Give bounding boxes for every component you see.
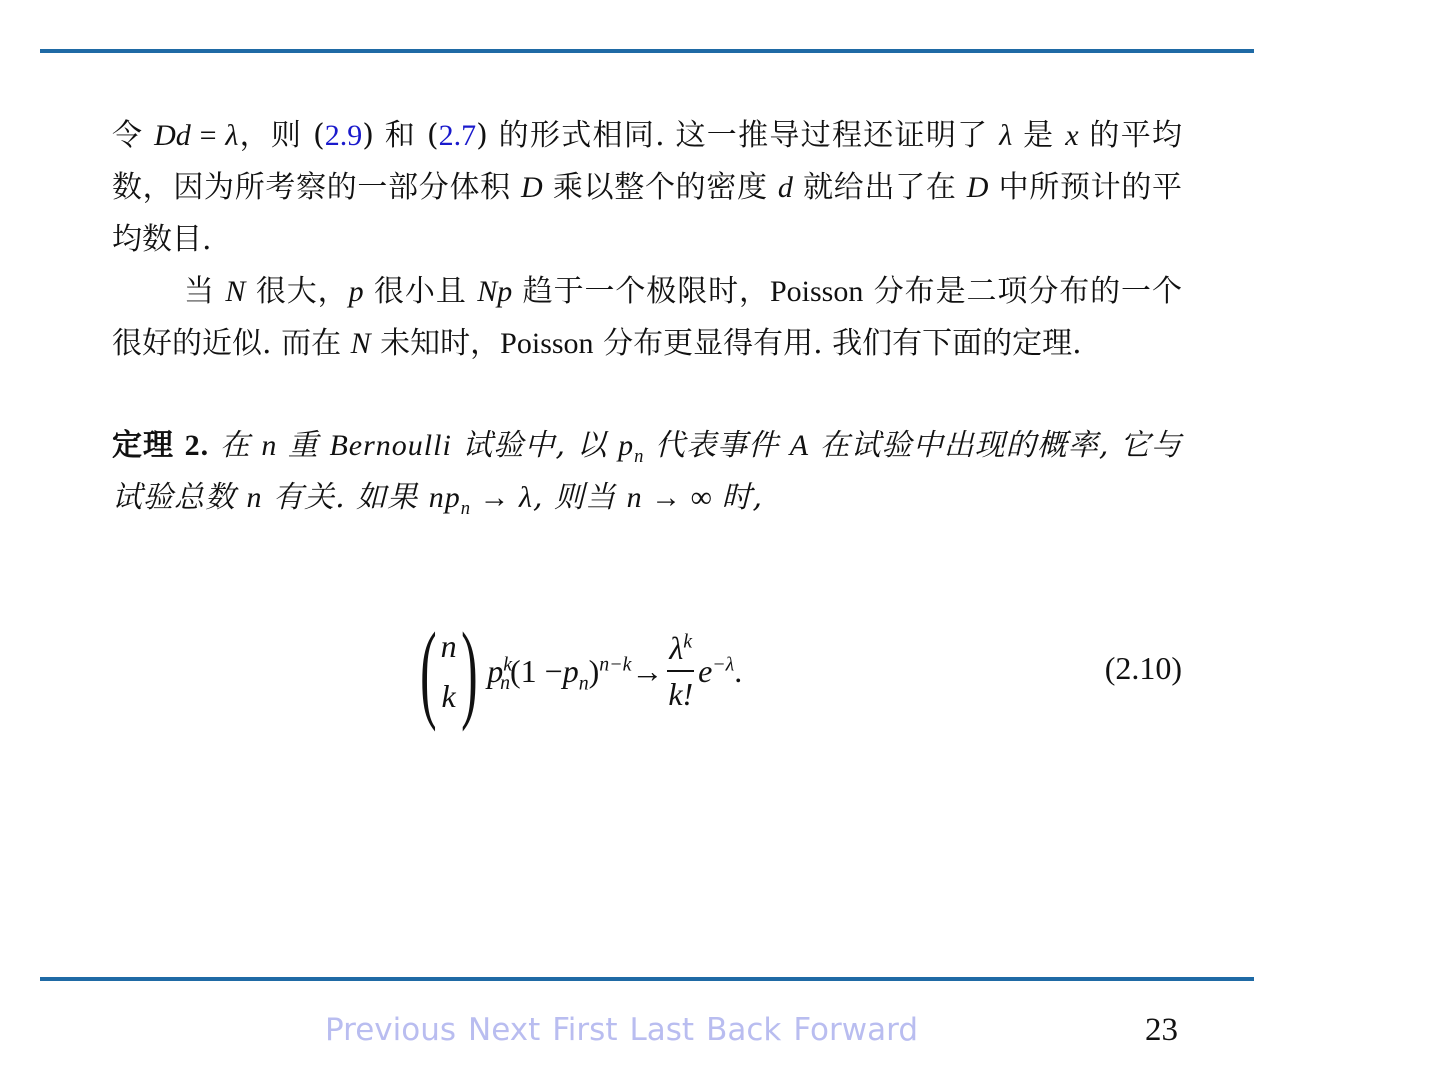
page-content xyxy=(112,110,1182,524)
text: 很大， xyxy=(245,274,349,309)
text: 重 xyxy=(277,428,330,463)
text: ) 和 ( xyxy=(362,118,439,153)
math-var: np xyxy=(428,481,461,514)
math-op: → xyxy=(631,652,664,689)
text: 时, xyxy=(721,480,764,515)
right-paren: ) xyxy=(460,610,478,732)
math-var: N xyxy=(225,275,246,308)
fraction xyxy=(667,628,694,714)
pn-term xyxy=(562,652,589,694)
text: Poisson xyxy=(769,275,864,308)
math-var: n xyxy=(261,429,278,462)
text: 在试验中出现的概率, 它与试验总数 xyxy=(112,428,1183,515)
paragraph-2 xyxy=(112,266,1182,370)
bottom-rule xyxy=(40,977,1254,981)
nav-back-link[interactable]: Back xyxy=(706,1012,782,1048)
text: 趋于一个极限时， xyxy=(512,274,770,309)
math-var: p xyxy=(562,652,579,689)
binomial xyxy=(441,621,457,721)
text: 未知时， xyxy=(370,326,501,361)
math-sub: n xyxy=(634,446,645,467)
theorem-label: 定理 xyxy=(112,428,175,463)
math-op: ) xyxy=(588,652,600,689)
navigation-bar xyxy=(325,1012,930,1048)
math-var: A xyxy=(789,429,810,462)
math-var: Np xyxy=(477,275,513,308)
math-var: n xyxy=(246,481,263,514)
text: 分布更显得有用. 我们有下面的定理. xyxy=(593,326,1082,361)
text: ，则 ( xyxy=(238,118,325,153)
nav-last-link[interactable]: Last xyxy=(629,1012,695,1048)
equation-2-10 xyxy=(112,612,1182,730)
binom-bottom: k xyxy=(441,678,456,714)
nav-forward-link[interactable]: Forward xyxy=(793,1012,918,1048)
text: 中所预计的平均数目. xyxy=(112,170,1182,257)
nav-previous-link[interactable]: Previous xyxy=(325,1012,457,1048)
text: 令 xyxy=(112,118,155,153)
math-sup: −λ xyxy=(712,652,735,675)
text: , 则当 xyxy=(533,480,627,515)
text: 就给出了在 xyxy=(792,170,967,205)
nav-next-link[interactable]: Next xyxy=(468,1012,541,1048)
p-term xyxy=(487,652,513,694)
math-var: p xyxy=(618,429,635,462)
binom-top: n xyxy=(440,628,457,664)
math-sub: n xyxy=(460,498,471,519)
theorem-block xyxy=(112,420,1182,524)
text: 很小且 xyxy=(363,274,478,309)
math-op: = xyxy=(190,119,226,152)
math-sub: n xyxy=(578,671,589,694)
math-sup: k xyxy=(683,630,693,653)
text: ) 的形式相同. 这一推导过程还证明了 xyxy=(476,118,1000,153)
math-var: λ xyxy=(225,119,239,152)
theorem-2 xyxy=(112,420,1182,524)
math-var: x xyxy=(1065,119,1079,152)
math-op: . xyxy=(734,652,743,689)
left-paren: ( xyxy=(420,610,437,732)
math-var: n xyxy=(626,481,643,514)
math-var: d xyxy=(777,171,793,204)
math-var: N xyxy=(350,327,371,360)
math-var: Bernoulli xyxy=(329,429,452,462)
frac-numerator xyxy=(667,628,694,672)
math-var: D xyxy=(521,171,543,204)
page-number: 23 xyxy=(1145,1012,1178,1048)
text: 的平均数，因为所考察的一部分体积 xyxy=(112,118,1182,205)
math-var: D xyxy=(966,171,989,204)
math-var: p xyxy=(487,652,504,689)
math-op: → xyxy=(471,481,519,514)
math-var: p xyxy=(348,275,364,308)
text: 分布是二项分布的一个很好的近似. 而在 xyxy=(112,274,1182,361)
close-exp xyxy=(589,653,632,690)
text: 有关. 如果 xyxy=(262,480,429,515)
math-var xyxy=(428,481,471,519)
math-var: λ xyxy=(999,119,1013,152)
text: 代表事件 xyxy=(644,428,790,463)
math-var: λ xyxy=(669,630,684,666)
top-rule xyxy=(40,49,1254,53)
equation-body xyxy=(410,612,742,730)
text: 当 xyxy=(184,274,226,309)
paragraph-1 xyxy=(112,110,1182,266)
equation-ref-link[interactable]: 2.9 xyxy=(324,119,363,152)
math-var: λ xyxy=(519,481,533,514)
equation-ref-link[interactable]: 2.7 xyxy=(438,119,477,152)
math-op: (1 − xyxy=(510,652,563,689)
text: 在 xyxy=(209,428,262,463)
text: 乘以整个的密度 xyxy=(542,170,778,205)
math-sub: n xyxy=(500,671,511,694)
math-var: Dd xyxy=(154,119,191,152)
math-sup: k xyxy=(503,652,513,675)
text: Poisson xyxy=(500,327,594,360)
math-sup: n−k xyxy=(599,652,632,675)
text: 试验中, 以 xyxy=(451,428,619,463)
math-var xyxy=(618,429,645,467)
exp-term xyxy=(698,653,734,690)
math-var: e xyxy=(698,652,713,689)
frac-denominator: k! xyxy=(668,676,694,712)
text: 是 xyxy=(1012,118,1066,153)
nav-first-link[interactable]: First xyxy=(552,1012,618,1048)
equation-number: (2.10) xyxy=(1104,650,1182,686)
theorem-number: 2. xyxy=(184,429,210,462)
math-op: → ∞ xyxy=(642,481,722,514)
